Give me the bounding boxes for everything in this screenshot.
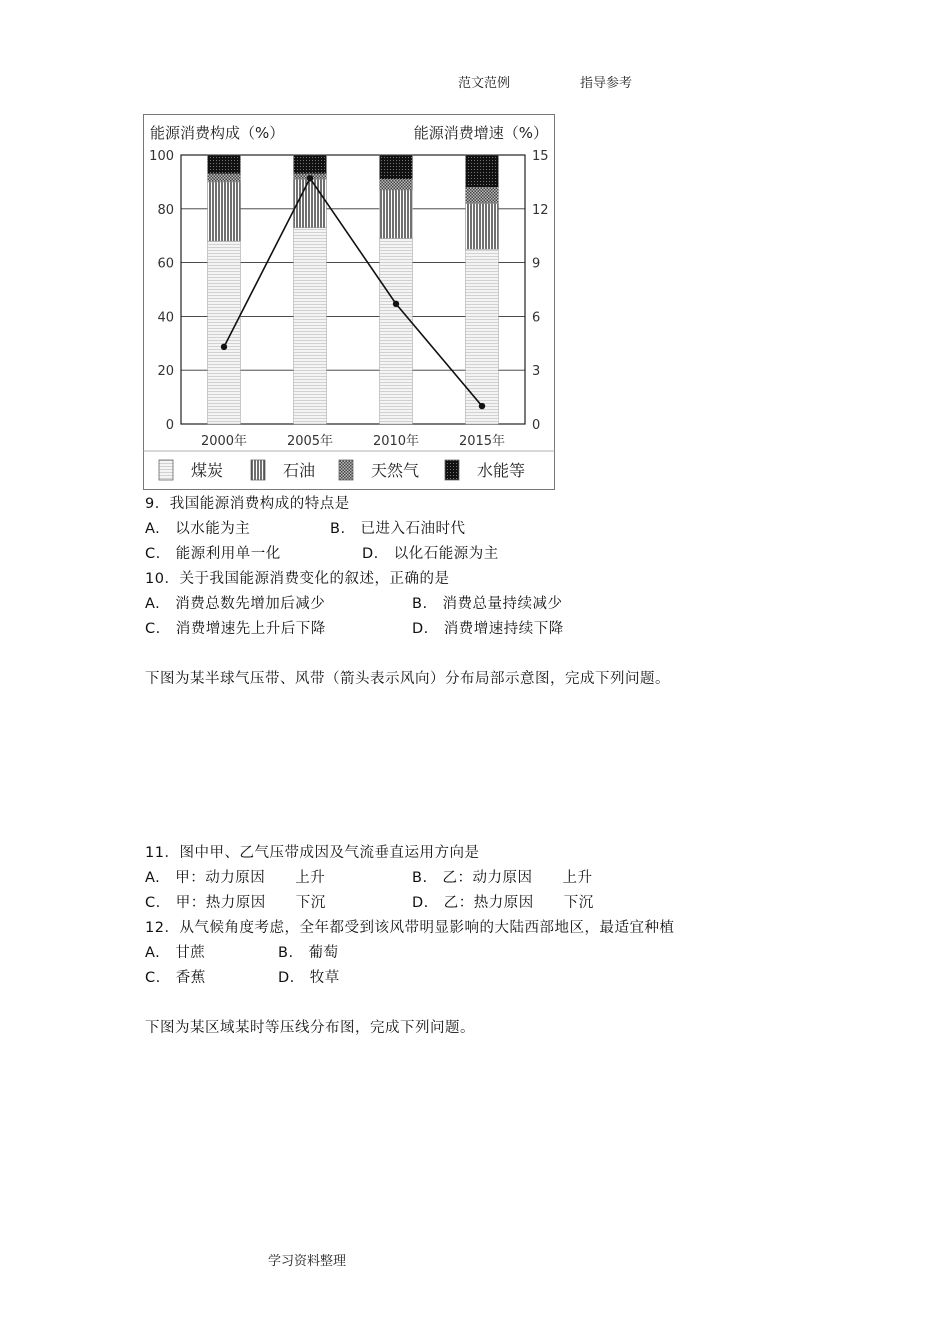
bar-segment bbox=[466, 203, 499, 249]
q12-stem: 12．从气候角度考虑，全年都受到该风带明显影响的大陆西部地区，最适宜种植 bbox=[145, 920, 675, 936]
q9-option-a: A. 以水能为主 bbox=[145, 521, 251, 537]
bar-segment bbox=[294, 155, 327, 174]
right-axis-title: 能源消费增速（%） bbox=[413, 124, 548, 142]
q12-option-c: C. 香蕉 bbox=[145, 970, 206, 986]
q9-option-c: C. 能源利用单一化 bbox=[145, 546, 281, 562]
bar-segment bbox=[380, 238, 413, 424]
category-label: 2000年 bbox=[200, 434, 248, 449]
legend-swatch bbox=[445, 460, 459, 480]
category-label: 2010年 bbox=[372, 434, 420, 449]
legend-swatch bbox=[339, 460, 353, 480]
q12-option-d: D. 牧草 bbox=[278, 970, 340, 986]
q11-option-c: C. 甲：热力原因 下沉 bbox=[145, 895, 326, 911]
footer-text: 学习资料整理 bbox=[268, 1254, 347, 1269]
q10-option-d: D. 消费增速持续下降 bbox=[412, 621, 564, 637]
legend-swatch bbox=[159, 460, 173, 480]
growth-point bbox=[221, 344, 227, 350]
energy-consumption-chart bbox=[143, 114, 555, 490]
q10-option-c: C. 消费增速先上升后下降 bbox=[145, 621, 326, 637]
left-tick-label: 20 bbox=[157, 364, 174, 380]
category-label: 2015年 bbox=[458, 434, 506, 449]
right-tick-label: 15 bbox=[532, 149, 549, 164]
right-tick-label: 12 bbox=[532, 202, 549, 218]
growth-point bbox=[307, 175, 313, 181]
bar-segment bbox=[380, 155, 413, 179]
legend-swatch bbox=[251, 460, 265, 480]
q10-option-b: B. 消费总量持续减少 bbox=[412, 596, 563, 612]
category-label: 2005年 bbox=[286, 434, 334, 449]
legend-label: 煤炭 bbox=[191, 461, 224, 480]
q9-option-b: B. 已进入石油时代 bbox=[330, 521, 466, 537]
legend-label: 水能等 bbox=[477, 461, 526, 480]
right-tick-label: 9 bbox=[532, 256, 541, 272]
left-tick-label: 40 bbox=[157, 310, 174, 326]
bar-segment bbox=[380, 190, 413, 238]
intro-isobar-map: 下图为某区域某时等压线分布图，完成下列问题。 bbox=[145, 1020, 475, 1036]
bar-segment bbox=[466, 187, 499, 203]
left-axis-title: 能源消费构成（%） bbox=[150, 124, 285, 142]
header-right: 指导参考 bbox=[580, 76, 633, 91]
bar-segment bbox=[294, 179, 327, 227]
left-tick-label: 60 bbox=[157, 256, 174, 272]
q11-option-a: A. 甲：动力原因 上升 bbox=[145, 870, 326, 886]
legend-label: 天然气 bbox=[371, 461, 420, 480]
q11-option-b: B. 乙：动力原因 上升 bbox=[412, 870, 593, 886]
right-tick-label: 0 bbox=[532, 418, 541, 433]
q12-option-b: B. 葡萄 bbox=[278, 945, 339, 961]
bar-segment bbox=[294, 228, 327, 424]
intro-pressure-belts: 下图为某半球气压带、风带（箭头表示风向）分布局部示意图，完成下列问题。 bbox=[145, 671, 670, 687]
bar-segment bbox=[208, 155, 241, 174]
bar-segment bbox=[380, 179, 413, 190]
left-tick-label: 80 bbox=[157, 202, 174, 218]
right-tick-label: 6 bbox=[532, 310, 541, 326]
bar-segment bbox=[208, 241, 241, 424]
q11-stem: 11．图中甲、乙气压带成因及气流垂直运用方向是 bbox=[145, 845, 480, 861]
bar-segment bbox=[466, 155, 499, 187]
left-tick-label: 0 bbox=[165, 418, 174, 433]
q10-option-a: A. 消费总数先增加后减少 bbox=[145, 596, 326, 612]
growth-point bbox=[479, 403, 485, 409]
q11-option-d: D. 乙：热力原因 下沉 bbox=[412, 895, 594, 911]
bar-segment bbox=[466, 249, 499, 424]
bar-segment bbox=[208, 182, 241, 241]
growth-point bbox=[393, 301, 399, 307]
header-left: 范文范例 bbox=[458, 76, 511, 91]
q12-option-a: A. 甘蔗 bbox=[145, 945, 206, 961]
q9-stem: 9．我国能源消费构成的特点是 bbox=[145, 496, 350, 512]
right-tick-label: 3 bbox=[532, 364, 541, 380]
left-tick-label: 100 bbox=[149, 149, 174, 164]
legend-label: 石油 bbox=[283, 461, 316, 480]
bar-segment bbox=[208, 174, 241, 182]
q10-stem: 10．关于我国能源消费变化的叙述，正确的是 bbox=[145, 571, 450, 587]
q9-option-d: D. 以化石能源为主 bbox=[362, 546, 499, 562]
